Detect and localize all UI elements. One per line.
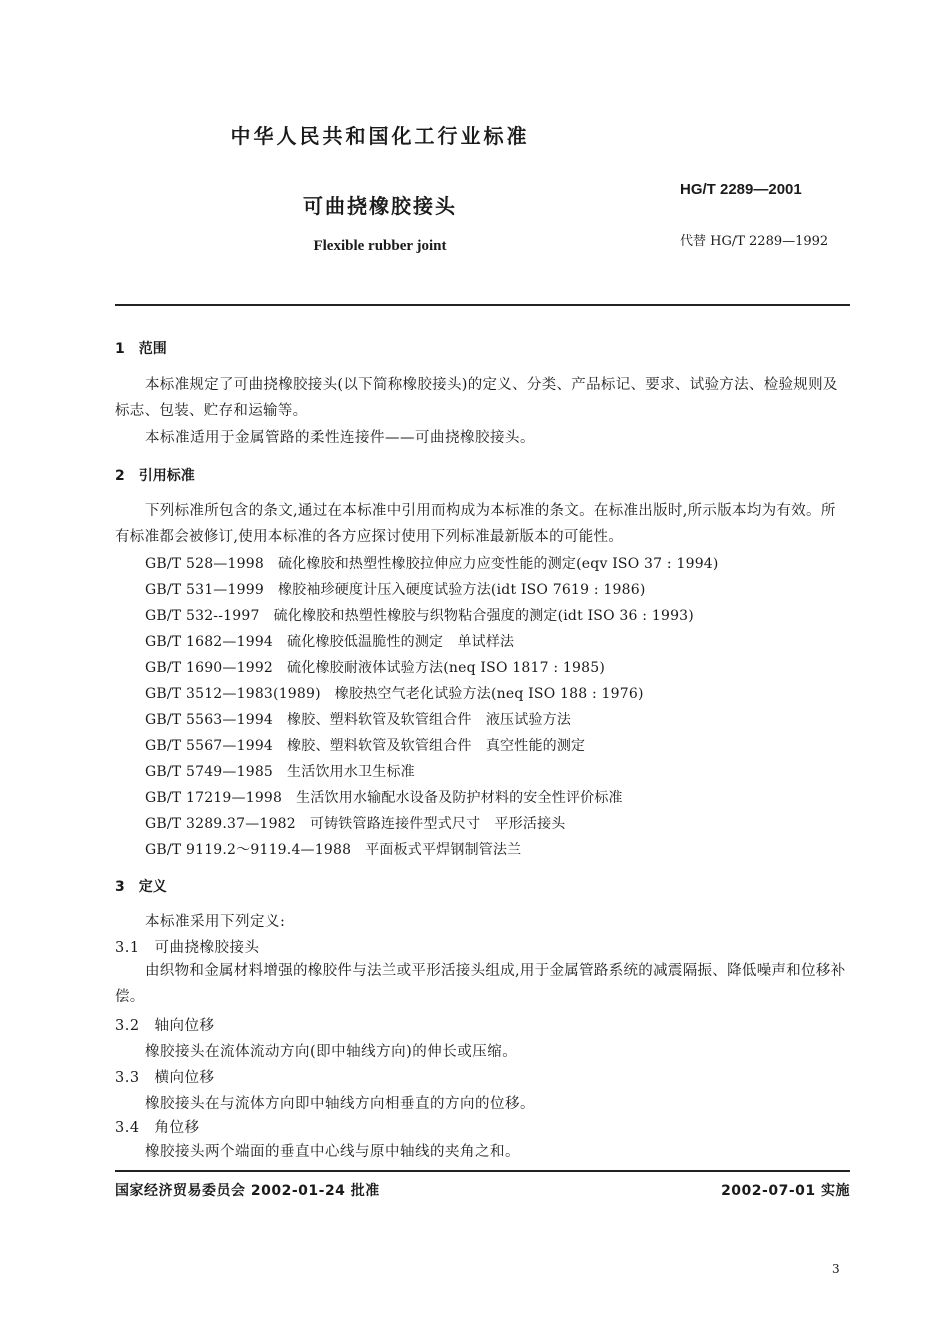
approval-date: 国家经济贸易委员会 2002-01-24 批准 [115,1183,380,1199]
definition-3-2-body: 橡胶接头在流体流动方向(即中轴线方向)的伸长或压缩。 [145,1044,518,1060]
definition-3-2-heading: 3.2 轴向位移 [115,1018,215,1034]
definition-3-4-heading: 3.4 角位移 [115,1120,200,1136]
definition-3-1-body: 由织物和金属材料增强的橡胶件与法兰或平形活接头组成,用于金属管路系统的减震隔振、降低噪声和位移补偿。 [115,963,846,1005]
document-subtitle: Flexible rubber joint [313,238,447,254]
section-3-heading: 3 定义 [115,879,167,895]
reference-item: GB/T 9119.2～9119.4—1988 平面板式平焊钢制管法兰 [145,842,522,858]
header-divider [115,304,850,306]
section-2-heading: 2 引用标准 [115,468,195,484]
page-number: 3 [832,1262,840,1276]
footer-divider [115,1170,850,1172]
reference-item: GB/T 3512—1983(1989) 橡胶热空气老化试验方法(neq ISO 188 : 1976) [145,686,644,702]
standard-category-title: 中华人民共和国化工行业标准 [230,124,530,148]
standard-code: HG/T 2289—2001 [680,181,802,198]
definition-3-3-body: 橡胶接头在与流体方向即中轴线方向相垂直的方向的位移。 [145,1096,535,1112]
reference-item: GB/T 17219—1998 生活饮用水输配水设备及防护材料的安全性评价标准 [145,790,623,806]
definition-3-1-heading: 3.1 可曲挠橡胶接头 [115,940,260,956]
reference-item: GB/T 1682—1994 硫化橡胶低温脆性的测定 单试样法 [145,634,515,650]
reference-item: GB/T 5563—1994 橡胶、塑料软管及软管组合件 液压试验方法 [145,712,572,728]
reference-item: GB/T 531—1999 橡胶袖珍硬度计压入硬度试验方法(idt ISO 7619 : 1986) [145,582,646,598]
section-2-intro: 下列标准所包含的条文,通过在本标准中引用而构成为本标准的条文。在标准出版时,所示版本均为有效。所有标准都会被修订,使用本标准的各方应探讨使用下列标准最新版本的可能性。 [115,503,836,545]
section-1-heading: 1 范围 [115,341,167,357]
replaced-standard: 代替 HG/T 2289—1992 [680,234,829,249]
section-3-intro: 本标准采用下列定义: [145,914,286,930]
reference-item: GB/T 1690—1992 硫化橡胶耐液体试验方法(neq ISO 1817 : 1985) [145,660,606,676]
reference-item: GB/T 5749—1985 生活饮用水卫生标准 [145,764,415,780]
reference-item: GB/T 532--1997 硫化橡胶和热塑性橡胶与织物粘合强度的测定(idt ISO 36 : 1993) [145,608,694,624]
section-1-paragraph-2: 本标准适用于金属管路的柔性连接件——可曲挠橡胶接头。 [145,430,535,446]
definition-3-4-body: 橡胶接头两个端面的垂直中心线与原中轴线的夹角之和。 [145,1144,520,1160]
reference-item: GB/T 5567—1994 橡胶、塑料软管及软管组合件 真空性能的测定 [145,738,586,754]
definition-3-3-heading: 3.3 横向位移 [115,1070,215,1086]
reference-item: GB/T 528—1998 硫化橡胶和热塑性橡胶拉伸应力应变性能的测定(eqv ISO 37 : 1994) [145,556,719,572]
document-title: 可曲挠橡胶接头 [303,194,457,218]
section-1-paragraph-1: 本标准规定了可曲挠橡胶接头(以下简称橡胶接头)的定义、分类、产品标记、要求、试验方法、检验规则及标志、包装、贮存和运输等。 [115,377,838,419]
effective-date: 2002-07-01 实施 [721,1183,850,1199]
reference-item: GB/T 3289.37—1982 可铸铁管路连接件型式尺寸 平形活接头 [145,816,566,832]
